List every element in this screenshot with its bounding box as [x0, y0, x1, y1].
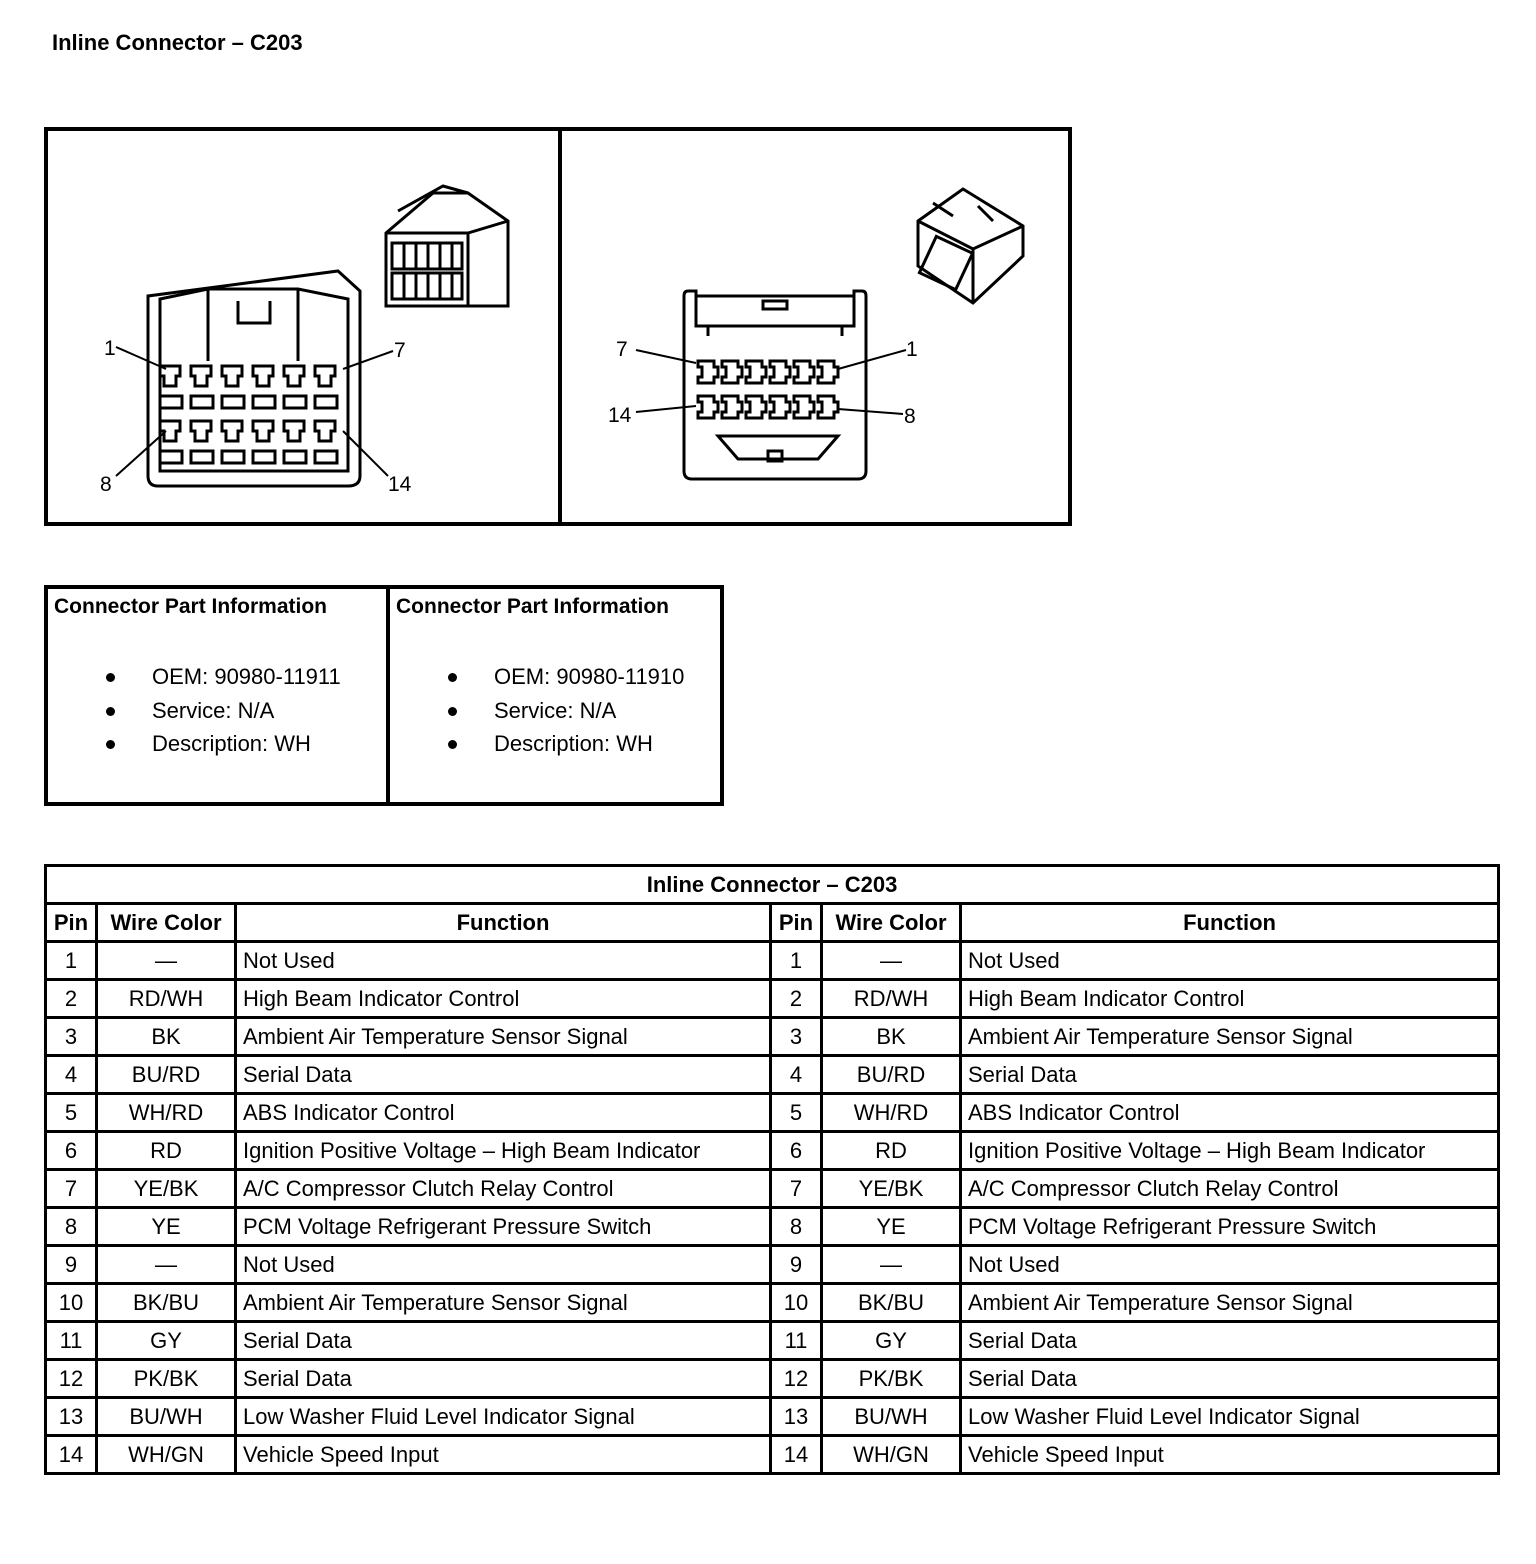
wire-color-cell: GY: [822, 1322, 961, 1360]
function-cell: A/C Compressor Clutch Relay Control: [236, 1170, 771, 1208]
pin-cell: 4: [46, 1056, 97, 1094]
function-cell: Serial Data: [961, 1322, 1499, 1360]
wire-color-cell: YE: [97, 1208, 236, 1246]
function-cell: Vehicle Speed Input: [236, 1436, 771, 1474]
function-cell: High Beam Indicator Control: [961, 980, 1499, 1018]
function-cell: Vehicle Speed Input: [961, 1436, 1499, 1474]
right-pin-label-14: 14: [608, 404, 632, 427]
part-info-description: Description: WH: [48, 727, 386, 761]
table-row: [46, 1322, 1499, 1360]
right-pin-label-1: 1: [906, 338, 918, 361]
part-info-oem: OEM: 90980-11910: [390, 660, 720, 694]
pin-cell: 12: [46, 1360, 97, 1398]
pin-cell: 10: [46, 1284, 97, 1322]
function-cell: Not Used: [961, 942, 1499, 980]
pin-cell: 3: [771, 1018, 822, 1056]
connector-diagram: [44, 127, 1072, 526]
table-row: [46, 980, 1499, 1018]
pin-cell: 5: [46, 1094, 97, 1132]
wire-color-cell: BK/BU: [822, 1284, 961, 1322]
function-cell: Ambient Air Temperature Sensor Signal: [961, 1018, 1499, 1056]
function-cell: Not Used: [961, 1246, 1499, 1284]
table-row: [46, 1056, 1499, 1094]
table-row: [46, 1018, 1499, 1056]
function-cell: Ignition Positive Voltage – High Beam Indicator: [236, 1132, 771, 1170]
right-connector-3d-icon: [918, 189, 1023, 303]
left-pin-label-14: 14: [388, 473, 412, 496]
part-info-oem: OEM: 90980-11911: [48, 660, 386, 694]
wire-color-cell: RD/WH: [97, 980, 236, 1018]
pin-cell: 9: [46, 1246, 97, 1284]
wire-color-cell: RD/WH: [822, 980, 961, 1018]
table-row: [46, 1246, 1499, 1284]
function-cell: PCM Voltage Refrigerant Pressure Switch: [236, 1208, 771, 1246]
table-row: [46, 1398, 1499, 1436]
header-pin: Pin: [771, 904, 822, 942]
table-row: [46, 1208, 1499, 1246]
wire-color-cell: BU/RD: [822, 1056, 961, 1094]
part-info-service: Service: N/A: [390, 694, 720, 728]
pin-cell: 13: [771, 1398, 822, 1436]
header-function: Function: [961, 904, 1499, 942]
left-pin-label-7: 7: [394, 339, 406, 362]
connector-part-info: [44, 585, 724, 806]
part-info-heading: Connector Part Information: [396, 595, 670, 618]
function-cell: Serial Data: [236, 1322, 771, 1360]
header-function: Function: [236, 904, 771, 942]
wire-color-cell: —: [822, 942, 961, 980]
pin-cell: 7: [771, 1170, 822, 1208]
wire-color-cell: BU/RD: [97, 1056, 236, 1094]
table-row: [46, 1132, 1499, 1170]
pin-cell: 14: [46, 1436, 97, 1474]
function-cell: Ambient Air Temperature Sensor Signal: [236, 1284, 771, 1322]
header-wire-color: Wire Color: [822, 904, 961, 942]
function-cell: ABS Indicator Control: [961, 1094, 1499, 1132]
wire-color-cell: YE/BK: [97, 1170, 236, 1208]
pinout-table: [44, 864, 1500, 1475]
function-cell: Not Used: [236, 942, 771, 980]
function-cell: Serial Data: [961, 1056, 1499, 1094]
function-cell: Not Used: [236, 1246, 771, 1284]
wire-color-cell: WH/RD: [822, 1094, 961, 1132]
right-pin-row-1: [698, 361, 838, 383]
part-info-list: [48, 660, 386, 761]
pin-cell: 9: [771, 1246, 822, 1284]
part-info-heading: Connector Part Information: [54, 595, 328, 618]
table-row: [46, 1284, 1499, 1322]
left-pin-label-8: 8: [100, 473, 112, 496]
pin-cell: 10: [771, 1284, 822, 1322]
pin-cell: 8: [46, 1208, 97, 1246]
table-row: [46, 1094, 1499, 1132]
part-info-left: [48, 589, 386, 802]
pin-cell: 12: [771, 1360, 822, 1398]
header-wire-color: Wire Color: [97, 904, 236, 942]
pin-cell: 5: [771, 1094, 822, 1132]
pin-cell: 14: [771, 1436, 822, 1474]
wire-color-cell: BU/WH: [822, 1398, 961, 1436]
function-cell: Ambient Air Temperature Sensor Signal: [236, 1018, 771, 1056]
pin-cell: 7: [46, 1170, 97, 1208]
header-pin: Pin: [46, 904, 97, 942]
function-cell: Serial Data: [961, 1360, 1499, 1398]
wire-color-cell: PK/BK: [97, 1360, 236, 1398]
page-title: Inline Connector – C203: [52, 30, 303, 55]
wire-color-cell: WH/GN: [97, 1436, 236, 1474]
function-cell: Serial Data: [236, 1056, 771, 1094]
function-cell: PCM Voltage Refrigerant Pressure Switch: [961, 1208, 1499, 1246]
pin-cell: 6: [771, 1132, 822, 1170]
connector-drawings: [48, 131, 1076, 530]
wire-color-cell: —: [97, 942, 236, 980]
wire-color-cell: RD: [97, 1132, 236, 1170]
part-info-list: [390, 660, 720, 761]
wire-color-cell: BK/BU: [97, 1284, 236, 1322]
right-pin-label-7: 7: [616, 338, 628, 361]
pin-cell: 13: [46, 1398, 97, 1436]
part-info-service: Service: N/A: [48, 694, 386, 728]
pin-cell: 1: [46, 942, 97, 980]
wire-color-cell: —: [97, 1246, 236, 1284]
right-connector-face: [684, 291, 866, 479]
wire-color-cell: YE/BK: [822, 1170, 961, 1208]
pin-cell: 2: [771, 980, 822, 1018]
part-info-right: [386, 589, 720, 802]
wire-color-cell: —: [822, 1246, 961, 1284]
right-pin-label-8: 8: [904, 405, 916, 428]
left-pin-row-2: [160, 421, 337, 463]
pin-cell: 6: [46, 1132, 97, 1170]
part-info-description: Description: WH: [390, 727, 720, 761]
table-row: [46, 942, 1499, 980]
wire-color-cell: WH/GN: [822, 1436, 961, 1474]
pin-cell: 3: [46, 1018, 97, 1056]
wire-color-cell: BK: [822, 1018, 961, 1056]
pin-cell: 11: [771, 1322, 822, 1360]
pin-cell: 1: [771, 942, 822, 980]
function-cell: A/C Compressor Clutch Relay Control: [961, 1170, 1499, 1208]
pin-cell: 2: [46, 980, 97, 1018]
function-cell: Low Washer Fluid Level Indicator Signal: [236, 1398, 771, 1436]
table-body: [46, 942, 1499, 1474]
wire-color-cell: RD: [822, 1132, 961, 1170]
left-pin-row-1: [160, 366, 337, 408]
table-row: [46, 1170, 1499, 1208]
function-cell: Ambient Air Temperature Sensor Signal: [961, 1284, 1499, 1322]
wire-color-cell: GY: [97, 1322, 236, 1360]
table-row: [46, 1436, 1499, 1474]
right-pin-row-2: [698, 396, 838, 418]
left-pin-label-1: 1: [104, 337, 116, 360]
wire-color-cell: PK/BK: [822, 1360, 961, 1398]
function-cell: High Beam Indicator Control: [236, 980, 771, 1018]
table-title: Inline Connector – C203: [46, 866, 1499, 904]
wire-color-cell: BU/WH: [97, 1398, 236, 1436]
function-cell: ABS Indicator Control: [236, 1094, 771, 1132]
pin-cell: 8: [771, 1208, 822, 1246]
function-cell: Serial Data: [236, 1360, 771, 1398]
left-connector-3d-icon: [386, 186, 508, 306]
wire-color-cell: WH/RD: [97, 1094, 236, 1132]
table-row: [46, 1360, 1499, 1398]
function-cell: Low Washer Fluid Level Indicator Signal: [961, 1398, 1499, 1436]
wire-color-cell: BK: [97, 1018, 236, 1056]
wire-color-cell: YE: [822, 1208, 961, 1246]
pin-cell: 11: [46, 1322, 97, 1360]
function-cell: Ignition Positive Voltage – High Beam Indicator: [961, 1132, 1499, 1170]
pin-cell: 4: [771, 1056, 822, 1094]
table-header-row: [46, 904, 1499, 942]
